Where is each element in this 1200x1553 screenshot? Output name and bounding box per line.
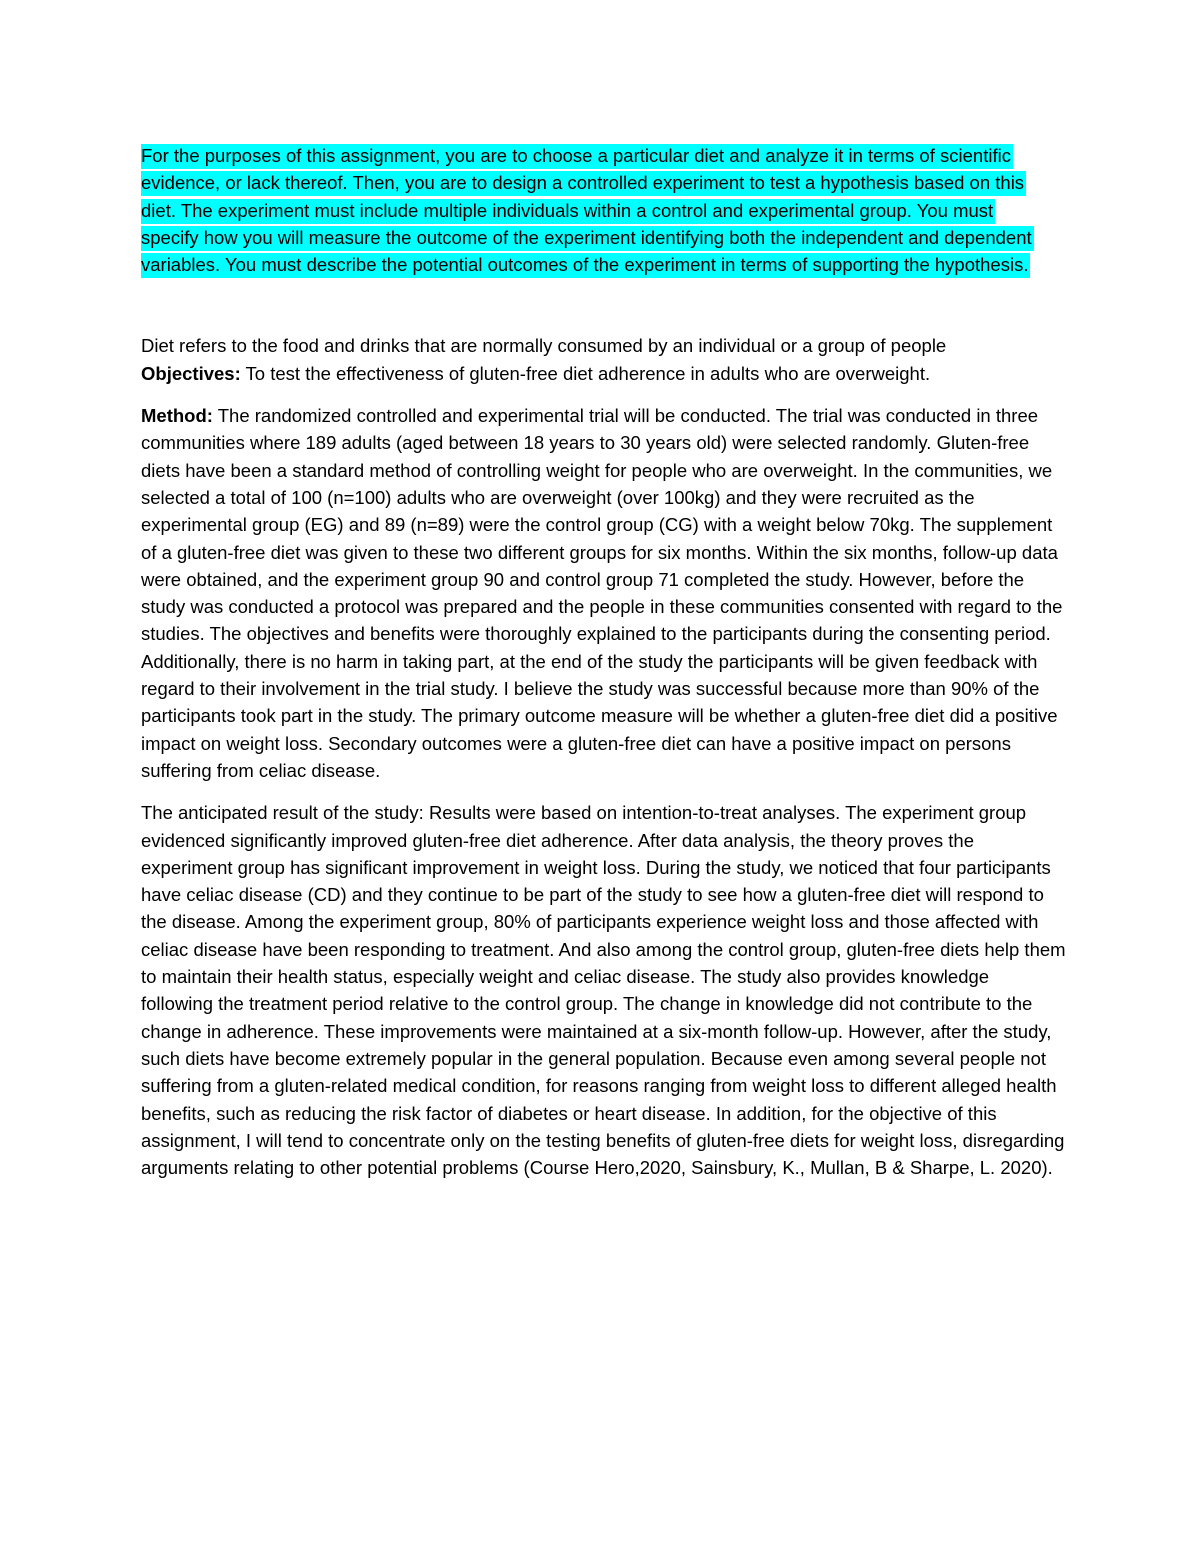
assignment-prompt [141,142,1046,278]
diet-definition: Diet refers to the food and drinks that are normally consumed by an individual or a group of people [141,335,947,357]
objectives-paragraph [141,360,1066,387]
objectives-label: Objectives: [141,362,241,384]
blank-space [141,278,1066,332]
method-label: Method: [141,405,213,427]
results-paragraph: The anticipated result of the study: Results were based on intention-to-treat analyses. The experiment group evidenced significantly improved gluten-free diet adherence. After data analysis, the theory proves the experiment group has significant improvement in weight loss. During the study, we noticed that four participants have celiac disease (CD) and they continue to be part of the study to see how a gluten-free diet will respond to the disease. Among the experiment group, 80% of participants experience weight loss and those affected with celiac disease have been responding to treatment. And also among the control group, gluten-free diets help them to maintain their health status, especially weight and celiac disease. The study also provides knowledge following the treatment period relative to the control group. The change in knowledge did not contribute to the change in adherence. These improvements were maintained at a six-month follow-up. However, after the study, such diets have become extremely popular in the general population. Because even among several people not suffering from a gluten-related medical condition, for reasons ranging from weight loss to different alleged health benefits, such as reducing the risk factor of diabetes or heart disease. In addition, for the objective of this assignment, I will tend to concentrate only on the testing benefits of gluten-free diets for weight loss, disregarding arguments relating to other potential problems (Course Hero,2020, Sainsbury, K., Mullan, B & Sharpe, L. 2020). [141,802,1066,1179]
objectives-text: To test the effectiveness of gluten-free diet adherence in adults who are overweight. [240,362,931,384]
highlighted-prompt-text: For the purposes of this assignment, you are to choose a particular diet and analyze it in terms of scientific evidence, or lack thereof. Then, you are to design a controlled experiment to test a hypothesis based on this diet. The experiment must include multiple individuals within a control and experimental group. You must specify how you will measure the outcome of the experiment identifying both the independent and dependent variables. You must describe the potential outcomes of the experiment in terms of supporting the hypothesis. [141,144,1034,278]
method-text: The randomized controlled and experimental trial will be conducted. The trial was conducted in three communities where 189 adults (aged between 18 years to 30 years old) were selected randomly. Gluten-free diets have been a standard method of controlling weight for people who are overweight. In the communities, we selected a total of 100 (n=100) adults who are overweight (over 100kg) and they were recruited as the experimental group (EG) and 89 (n=89) were the control group (CG) with a weight below 70kg. The supplement of a gluten-free diet was given to these two different groups for six months. Within the six months, follow-up data were obtained, and the experiment group 90 and control group 71 completed the study. However, before the study was conducted a protocol was prepared and the people in these communities consented with regard to the studies. The objectives and benefits were thoroughly explained to the participants during the consenting period. Additionally, there is no harm in taking part, at the end of the study the participants will be given feedback with regard to their involvement in the trial study. I believe the study was successful because more than 90% of the participants took part in the study. The primary outcome measure will be whether a gluten-free diet did a positive impact on weight loss. Secondary outcomes were a gluten-free diet can have a positive impact on persons suffering from celiac disease. [141,405,1063,781]
document-page [141,142,1066,1196]
method-paragraph [141,402,1066,784]
